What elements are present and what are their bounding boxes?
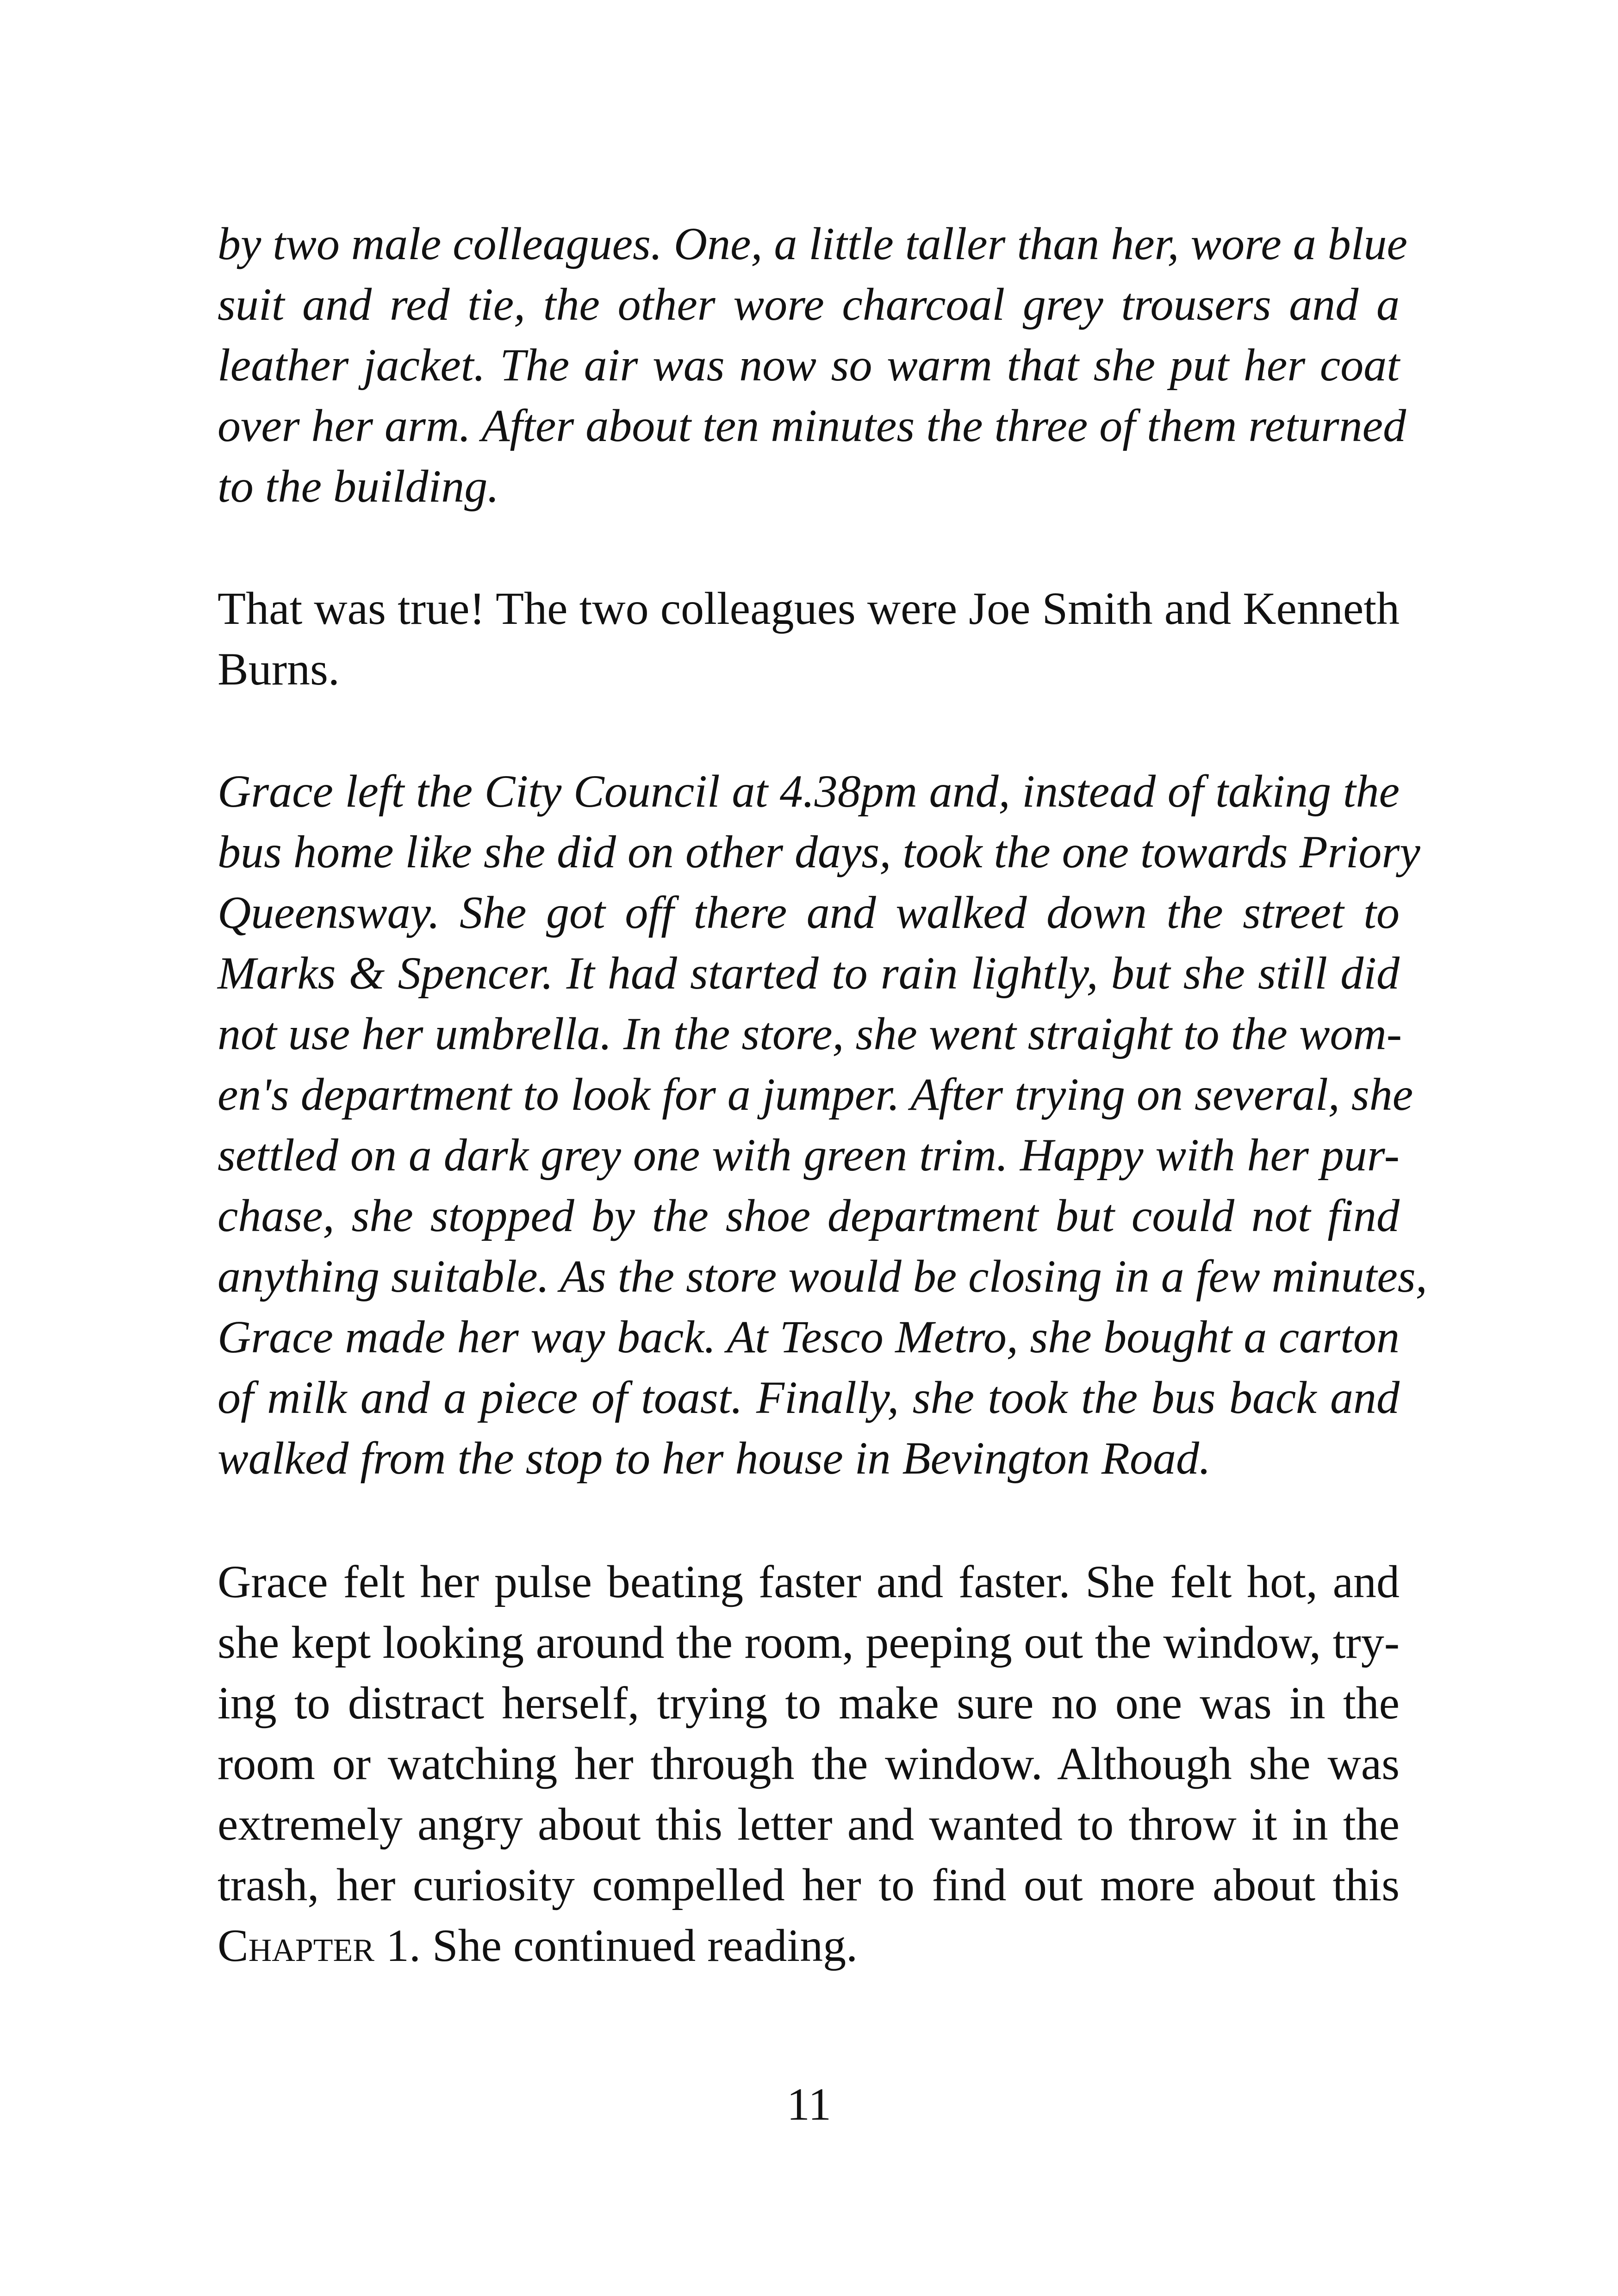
text-line: by two male colleagues. One, a little taller than her, wore a blue (218, 218, 1407, 269)
text-line: to the building. (218, 460, 499, 512)
chapter-reference: Chapter (218, 1920, 374, 1971)
text-line: she kept looking around the room, peeping out the window, try- (218, 1617, 1400, 1668)
text-line: suit and red tie, the other wore charcoal grey trousers and a (218, 279, 1400, 330)
text-line: walked from the stop to her house in Bevington Road. (218, 1432, 1211, 1484)
text-line: of milk and a piece of toast. Finally, she took the bus back and (218, 1372, 1400, 1423)
text-line: Grace made her way back. At Tesco Metro, she bought a carton (218, 1311, 1400, 1363)
text-line: settled on a dark grey one with green trim. Happy with her pur- (218, 1129, 1400, 1181)
text-line: extremely angry about this letter and wanted to throw it in the (218, 1798, 1400, 1850)
text-line: bus home like she did on other days, took the one towards Priory (218, 826, 1420, 877)
text-line: Grace left the City Council at 4.38pm and, instead of taking the (218, 765, 1400, 817)
text-line: trash, her curiosity compelled her to find out more about this (218, 1859, 1400, 1910)
text-line: over her arm. After about ten minutes the three of them returned (218, 400, 1406, 451)
text-line: chase, she stopped by the shoe department but could not find (218, 1190, 1400, 1241)
text-line-ending: 1. She continued reading. (374, 1920, 858, 1971)
text-line: leather jacket. The air was now so warm that she put her coat (218, 339, 1400, 391)
paragraph-narrative-1 (218, 578, 1400, 699)
text-line: en's department to look for a jumper. After trying on several, she (218, 1069, 1413, 1120)
text-line: Queensway. She got off there and walked down the street to (218, 887, 1400, 938)
text-line: anything suitable. As the store would be closing in a few minutes, (218, 1251, 1427, 1302)
text-line: Grace felt her pulse beating faster and faster. She felt hot, and (218, 1556, 1400, 1607)
text-line: Burns. (218, 643, 340, 695)
text-line: Marks & Spencer. It had started to rain lightly, but she still did (218, 947, 1400, 999)
page-number: 11 (786, 2078, 832, 2130)
text-line-final (218, 1915, 1400, 1976)
text-line: ing to distract herself, trying to make sure no one was in the (218, 1677, 1400, 1729)
paragraph-italic-letter-excerpt-1 (218, 213, 1407, 516)
text-line: not use her umbrella. In the store, she went straight to the wom- (218, 1008, 1402, 1059)
text-line: That was true! The two colleagues were Joe Smith and Kenneth (218, 583, 1400, 634)
paragraph-narrative-2 (218, 1551, 1400, 1976)
paragraph-italic-letter-excerpt-2 (218, 761, 1427, 1488)
text-line: room or watching her through the window. Although she was (218, 1738, 1400, 1789)
